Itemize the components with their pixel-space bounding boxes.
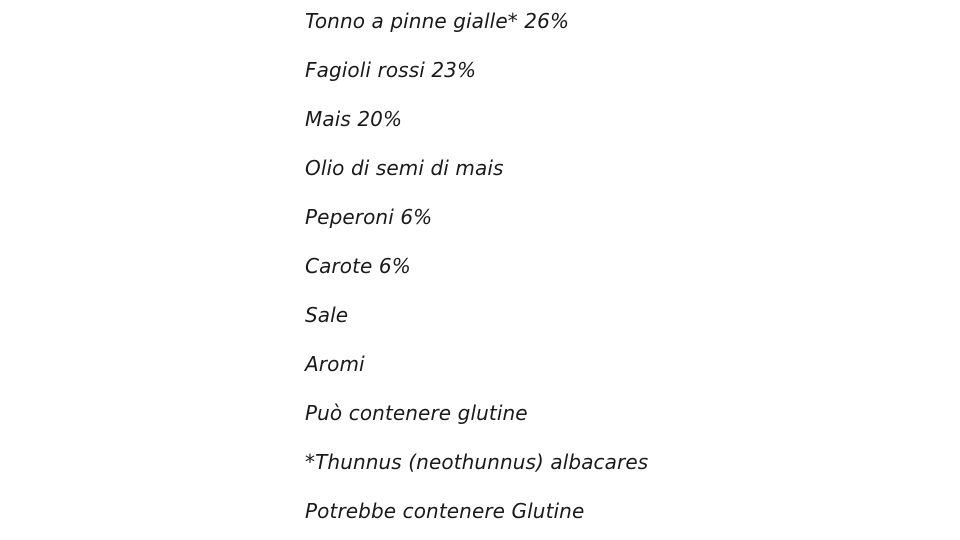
ingredient-peppers: Peperoni 6% [305, 205, 433, 229]
ingredient-corn: Mais 20% [305, 107, 403, 131]
allergen-warning-gluten-alt: Potrebbe contenere Glutine [305, 499, 585, 523]
ingredient-flavourings: Aromi [305, 352, 365, 376]
ingredient-salt: Sale [305, 303, 349, 327]
allergen-warning-gluten: Può contenere glutine [305, 401, 528, 425]
tuna-species-footnote: *Thunnus (neothunnus) albacares [305, 450, 649, 474]
ingredient-yellowfin-tuna: Tonno a pinne gialle* 26% [305, 9, 570, 33]
ingredient-corn-oil: Olio di semi di mais [305, 156, 504, 180]
ingredient-carrots: Carote 6% [305, 254, 411, 278]
ingredient-red-beans: Fagioli rossi 23% [305, 58, 477, 82]
ingredient-list [305, 0, 925, 540]
